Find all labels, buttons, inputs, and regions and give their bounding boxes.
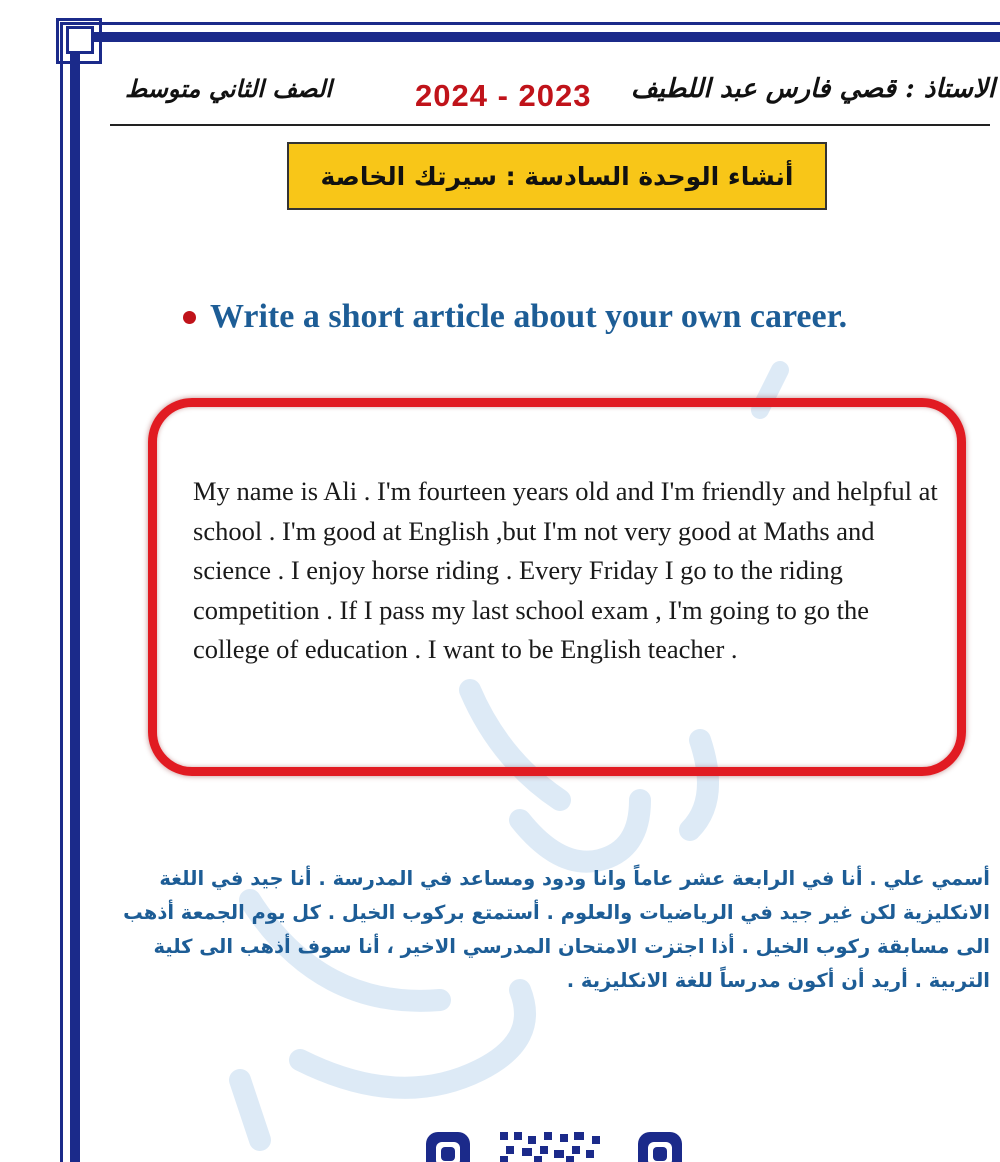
instagram-icon (426, 1132, 470, 1162)
social-icons (424, 1126, 686, 1162)
instagram-icon-right (638, 1132, 682, 1162)
qr-code-icon (500, 1132, 600, 1162)
grade-label: الصف الثاني متوسط (125, 74, 332, 103)
page-border-left (60, 22, 63, 1162)
page-border-top (60, 22, 1000, 25)
prompt-text: Write a short article about your own career. (210, 298, 848, 335)
arabic-translation: أسمي علي . أنا في الرابعة عشر عاماً وانا ودود ومساعد في المدرسة . أنا جيد في اللغة الانكليزية لكن غير جيد في الرياضيات والعلوم . أستمتع بركوب الخيل . كل يوم الجمعة أذهب الى مسابقة ركوب الخيل . أذا اجتزت الامتحان المدرسي الاخير ، أنا سوف أذهب الى كلية التربية . أريد أن أكون مدرساً للغة الانكليزية . (123, 867, 990, 992)
corner-ornament-inner (66, 26, 94, 54)
page-border-left-thick (70, 32, 80, 1162)
unit-title: أنشاء الوحدة السادسة : سيرتك الخاصة (287, 142, 827, 210)
writing-prompt (183, 298, 963, 336)
bullet-icon (183, 311, 196, 324)
page-border-top-thick (84, 32, 1000, 42)
page-header (110, 74, 995, 124)
essay-text: My name is Ali . I'm fourteen years old and I'm friendly and helpful at school . I'm good at English ,but I'm not very good at Maths and science . I enjoy horse riding . Every Friday I go to the riding competition . If I pass my last school exam , I'm going to go the college of education . I want to be English teacher . (193, 476, 938, 664)
header-divider (110, 124, 990, 126)
teacher-name: الاستاذ : قصي فارس عبد اللطيف (630, 74, 995, 104)
school-year: 2024 - 2023 (415, 78, 592, 113)
